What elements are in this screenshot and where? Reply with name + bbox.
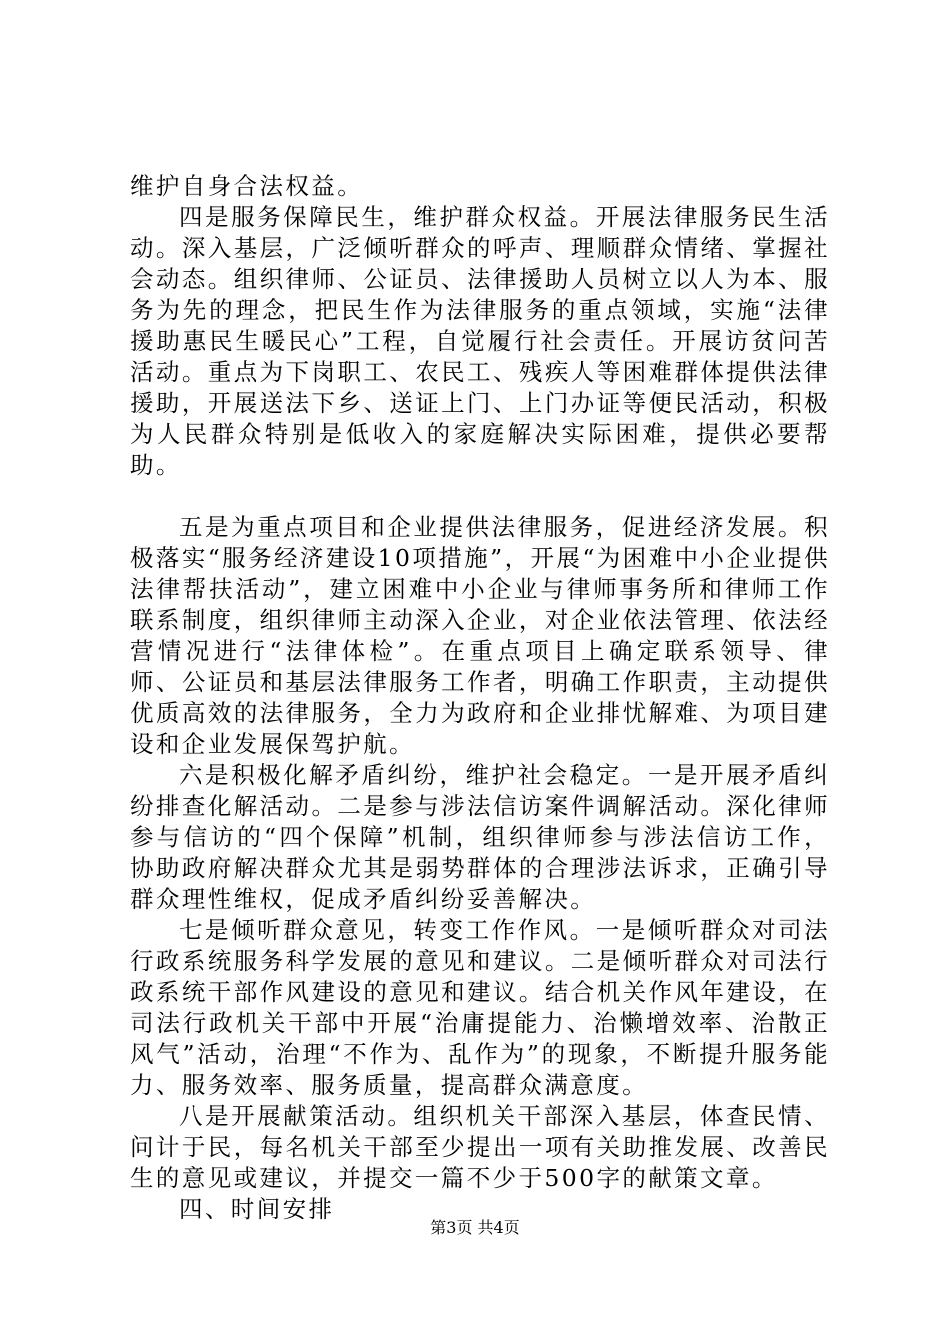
section-heading-schedule: 四、时间安排 — [179, 1195, 335, 1223]
document-body — [130, 171, 830, 1225]
paragraph-continuation: 维护自身合法权益。 — [130, 172, 364, 200]
paragraph-spacer — [130, 481, 830, 512]
paragraph-item-four: 四是服务保障民生，维护群众权益。开展法律服务民生活动。深入基层，广泛倾听群众的呼声、理顺群众情绪、掌握社会动态。组织律师、公证员、法律援助人员树立以人为本、服务为先的理念，把民生作为法律服务的重点领域，实施“法律援助惠民生暖民心”工程，自觉履行社会责任。开展访贫问苦活动。重点为下岗职工、农民工、残疾人等困难群体提供法律援助，开展送法下乡、送证上门、上门办证等便民活动，积极为人民群众特别是低收入的家庭解决实际困难，提供必要帮助。 — [130, 203, 830, 479]
page-footer: 第3页 共4页 — [430, 1218, 520, 1237]
paragraph-item-seven: 七是倾听群众意见，转变工作作风。一是倾听群众对司法行政系统服务科学发展的意见和建议。二是倾听群众对司法行政系统干部作风建设的意见和建议。结合机关作风年建设，在司法行政机关干部中开展“治庸提能力、治懒增效率、治散正风气”活动，治理“不作为、乱作为”的现象，不断提升服务能力、服务效率、服务质量，提高群众满意度。 — [130, 916, 830, 1099]
paragraph-item-six: 六是积极化解矛盾纠纷，维护社会稳定。一是开展矛盾纠纷排查化解活动。二是参与涉法信访案件调解活动。深化律师参与信访的“四个保障”机制，组织律师参与涉法信访工作，协助政府解决群众尤其是弱势群体的合理涉法诉求，正确引导群众理性维权，促成矛盾纠纷妥善解决。 — [130, 761, 830, 913]
paragraph-item-eight: 八是开展献策活动。组织机关干部深入基层，体查民情、问计于民，每名机关干部至少提出一项有关助推发展、改善民生的意见或建议，并提交一篇不少于500字的献策文章。 — [130, 1102, 830, 1192]
paragraph-item-five: 五是为重点项目和企业提供法律服务，促进经济发展。积极落实“服务经济建设10项措施”，开展“为困难中小企业提供法律帮扶活动”，建立困难中小企业与律师事务所和律师工作联系制度，组织律师主动深入企业，对企业依法管理、依法经营情况进行“法律体检”。在重点项目上确定联系领导、律师、公证员和基层法律服务工作者，明确工作职责，主动提供优质高效的法律服务，全力为政府和企业排忧解难、为项目建设和企业发展保驾护航。 — [130, 513, 830, 758]
